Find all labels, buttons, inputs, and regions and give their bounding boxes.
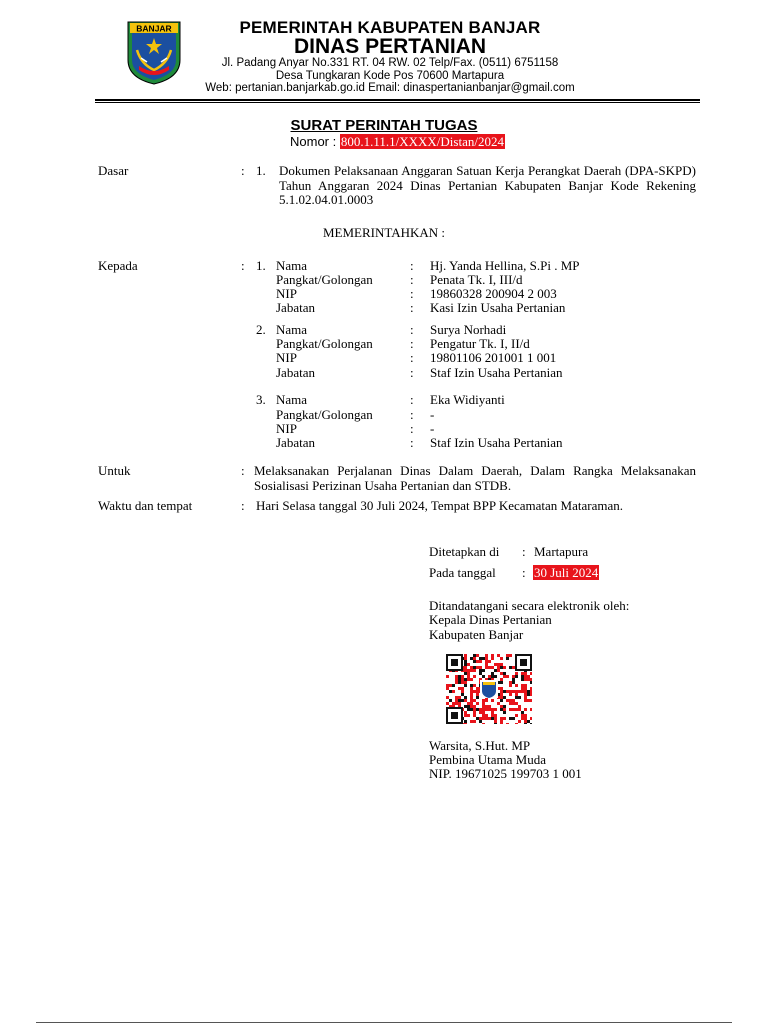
header-government: PEMERINTAH KABUPATEN BANJAR (239, 18, 541, 37)
person-3-jabatan-label: Jabatan (276, 435, 315, 450)
untuk-colon: : (241, 463, 245, 478)
person-3-pangkat-label: Pangkat/Golongan (276, 407, 373, 422)
ditetapkan-value: Martapura (534, 544, 589, 559)
person-3-pangkat-value: - (430, 407, 435, 422)
person-3-jabatan-colon: : (410, 435, 414, 450)
signer-nip: NIP. 19671025 199703 1 001 (429, 766, 582, 781)
person-3-nip-label: NIP (276, 421, 297, 436)
person-1-jabatan-label: Jabatan (276, 300, 315, 315)
memerintahkan-heading: MEMERINTAHKAN : (322, 225, 446, 240)
signer-rank: Pembina Utama Muda (429, 752, 546, 767)
waktu-text: Hari Selasa tanggal 30 Juli 2024, Tempat BPP Kecamatan Mataraman. (256, 498, 623, 513)
waktu-colon: : (241, 498, 245, 513)
kepada-label: Kepada (98, 258, 138, 273)
person-1-nama-label: Nama (276, 258, 308, 273)
person-1-nama-value: Hj. Yanda Hellina, S.Pi . MP (430, 258, 580, 273)
document-title: SURAT PERINTAH TUGAS (290, 117, 478, 134)
person-1-pangkat-value: Penata Tk. I, III/d (430, 272, 523, 287)
dasar-label: Dasar (98, 163, 129, 178)
person-1-nip-value: 19860328 200904 2 003 (430, 286, 557, 301)
person-2-jabatan-colon: : (410, 365, 414, 380)
person-1-jabatan-value: Kasi Izin Usaha Pertanian (430, 300, 566, 315)
person-1-nip-colon: : (410, 286, 414, 301)
person-3-nama-label: Nama (276, 392, 308, 407)
ditetapkan-label: Ditetapkan di (429, 544, 500, 559)
person-2-pangkat-colon: : (410, 336, 414, 351)
person-2-nip-value: 19801106 201001 1 001 (430, 350, 557, 365)
ditetapkan-colon: : (522, 544, 526, 559)
dasar-text: Dokumen Pelaksanaan Anggaran Satuan Kerja Perangkat Daerah (DPA-SKPD) Tahun Anggaran 2024 Dinas Pertanian Kabupaten Banjar Kode Rekening 5.1.02.04.01.0003 (279, 163, 696, 207)
person-3-nama-value: Eka Widiyanti (430, 392, 505, 407)
signed-electronically-text: Ditandatangani secara elektronik oleh: (429, 598, 630, 613)
header-village: Desa Tungkaran Kode Pos 70600 Martapura (275, 70, 505, 82)
person-1-pangkat-label: Pangkat/Golongan (276, 272, 373, 287)
person-1-pangkat-colon: : (410, 272, 414, 287)
qr-code-signature-icon (446, 654, 532, 724)
header-divider-thick (95, 99, 700, 101)
header-address: Jl. Padang Anyar No.331 RT. 04 RW. 02 Telp/Fax. (0511) 6751158 (221, 57, 559, 69)
person-2-number: 2. (256, 322, 266, 337)
nomor-value: 800.1.11.1/XXXX/Distan/2024 (340, 134, 504, 149)
person-3-nip-colon: : (410, 421, 414, 436)
signer-office: Kepala Dinas Pertanian (429, 612, 552, 627)
person-1-nama-colon: : (410, 258, 414, 273)
page-bottom-rule (36, 1022, 732, 1023)
nomor-label: Nomor : (290, 134, 337, 149)
untuk-text: Melaksanakan Perjalanan Dinas Dalam Daerah, Dalam Rangka Melaksanakan Sosialisasi Perizinan Usaha Pertanian dan STDB. (254, 463, 696, 493)
header-divider-thin (95, 102, 700, 103)
tanggal-colon: : (522, 565, 526, 580)
person-1-nip-label: NIP (276, 286, 297, 301)
signer-regency: Kabupaten Banjar (429, 627, 524, 642)
svg-text:BANJAR: BANJAR (136, 23, 172, 34)
person-3-pangkat-colon: : (410, 407, 414, 422)
person-2-pangkat-label: Pangkat/Golongan (276, 336, 373, 351)
tanggal-value: 30 Juli 2024 (534, 565, 599, 580)
document-number (290, 134, 505, 150)
tanggal-label: Pada tanggal (429, 565, 496, 580)
person-2-nama-colon: : (410, 322, 414, 337)
kepada-colon: : (241, 258, 245, 273)
person-1-number: 1. (256, 258, 266, 273)
dasar-number: 1. (256, 163, 266, 178)
signer-name: Warsita, S.Hut. MP (429, 738, 531, 753)
dasar-colon: : (241, 163, 245, 178)
person-2-nama-value: Surya Norhadi (430, 322, 507, 337)
untuk-label: Untuk (98, 463, 131, 478)
person-2-pangkat-value: Pengatur Tk. I, II/d (430, 336, 530, 351)
person-1-jabatan-colon: : (410, 300, 414, 315)
header-web-email: Web: pertanian.banjarkab.go.id Email: dinaspertanianbanjar@gmail.com (205, 82, 575, 94)
person-2-jabatan-label: Jabatan (276, 365, 315, 380)
person-3-nama-colon: : (410, 392, 414, 407)
person-2-nip-colon: : (410, 350, 414, 365)
person-3-nip-value: - (430, 421, 435, 436)
person-3-number: 3. (256, 392, 266, 407)
person-2-nip-label: NIP (276, 350, 297, 365)
header-agency: DINAS PERTANIAN (293, 35, 487, 58)
person-2-jabatan-value: Staf Izin Usaha Pertanian (430, 365, 563, 380)
person-3-jabatan-value: Staf Izin Usaha Pertanian (430, 435, 563, 450)
person-2-nama-label: Nama (276, 322, 308, 337)
waktu-label: Waktu dan tempat (98, 498, 193, 513)
